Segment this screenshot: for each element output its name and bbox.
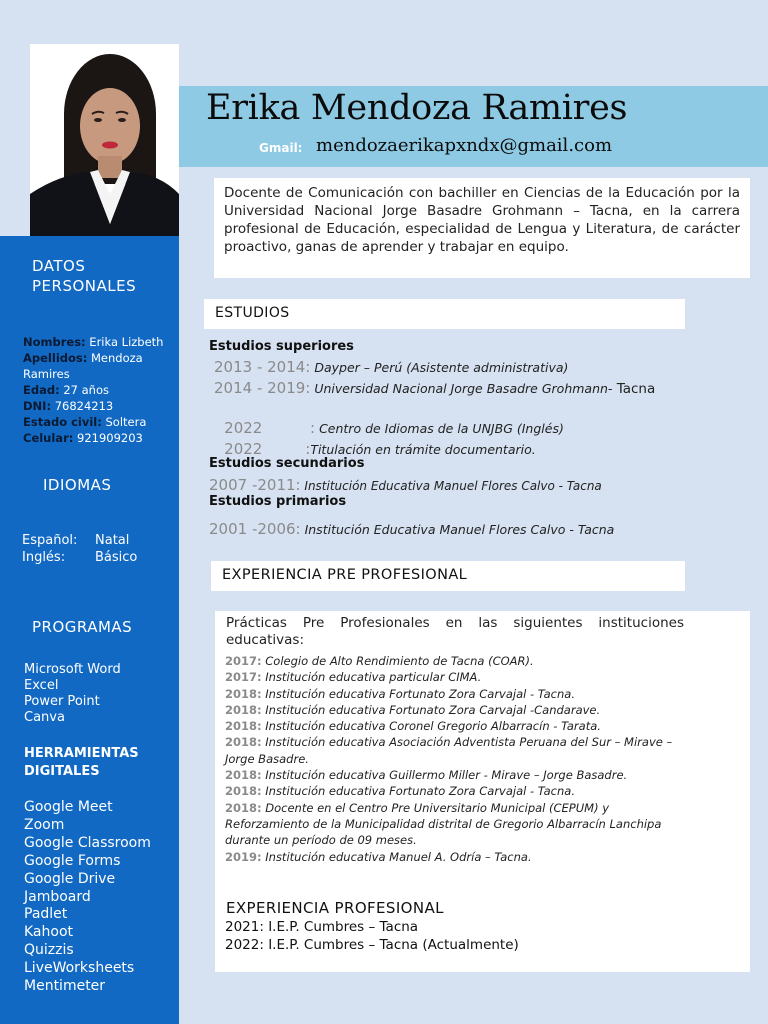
tool-item: LiveWorksheets — [24, 960, 135, 977]
pre-experience-heading-box — [211, 561, 685, 591]
personal-label: DNI: — [23, 399, 52, 413]
study-year: 2022 : — [224, 419, 316, 437]
personal-value: Erika Lizbeth — [85, 335, 164, 349]
digital-tools-list — [24, 799, 151, 996]
personal-label: Celular: — [23, 431, 74, 445]
study-description: Universidad Nacional Jorge Basadre Grohmann- — [310, 381, 613, 396]
pre-experience-year: 2018: — [225, 686, 262, 701]
tool-item: Zoom — [24, 816, 65, 833]
pre-experience-item — [225, 653, 685, 669]
pre-experience-desc: Docente en el Centro Pre Universitario Municipal (CEPUM) y Reforzamiento de la Municipalidad distrital de Gregorio Albarracín Lanchipa durante un período de 09 meses. — [225, 800, 662, 848]
personal-label: Edad: — [23, 383, 60, 397]
programs-heading: PROGRAMAS — [32, 618, 133, 636]
language-level: Básico — [95, 550, 138, 565]
pre-experience-year: 2017: — [225, 670, 262, 685]
profile-summary: Docente de Comunicación con bachiller en Ciencias de la Educación por la Universidad Nacional Jorge Basadre Grohmann – Tacna, en la carrera profesional de Educación, especialidad de Lengua y Literatura, de carácter proactivo, ganas de aprender y trabajar en equipo. — [224, 185, 740, 255]
pre-experience-box — [215, 611, 750, 972]
tool-item: Mentimeter — [24, 978, 106, 995]
personal-data-list — [23, 334, 173, 446]
pre-experience-list — [225, 653, 685, 865]
personal-label: Nombres: — [23, 335, 86, 349]
pre-experience-item — [225, 718, 685, 734]
studies-heading: ESTUDIOS — [215, 305, 290, 321]
pre-experience-item — [225, 669, 685, 685]
pre-experience-desc: Institución educativa Fortunato Zora Carvajal - Tacna. — [261, 686, 575, 701]
program-item: Canva — [24, 710, 65, 725]
profile-photo — [30, 44, 179, 236]
experience-item: 2022: I.E.P. Cumbres – Tacna (Actualmente) — [225, 937, 519, 953]
higher-study-row — [214, 378, 655, 397]
pre-experience-year: 2018: — [225, 768, 262, 783]
languages-list — [22, 532, 137, 566]
study-description: Dayper – Perú (Asistente administrativa) — [310, 360, 569, 375]
tool-item: Kahoot — [24, 924, 74, 941]
primary-study-row — [209, 519, 614, 538]
study-description: Titulación en trámite documentario. — [310, 442, 536, 457]
pre-experience-desc: Institución educativa particular CIMA. — [261, 670, 482, 685]
personal-data-heading-line1: DATOS — [32, 257, 86, 275]
higher-studies-heading: Estudios superiores — [209, 339, 354, 354]
study-year: 2007 -2011: — [209, 476, 301, 494]
study-year: 2001 -2006: — [209, 520, 301, 538]
personal-value: Mendoza Ramires — [23, 351, 143, 381]
gmail-address: mendozaerikapxndx@gmail.com — [316, 135, 613, 156]
personal-civil-status-row — [23, 414, 173, 430]
pre-experience-year: 2017: — [225, 654, 262, 668]
primary-studies-heading: Estudios primarios — [209, 494, 347, 509]
pre-experience-desc: Institución educativa Fortunato Zora Carvajal -Candarave. — [261, 702, 601, 717]
pre-experience-item — [225, 702, 685, 718]
tool-item: Jamboard — [24, 888, 91, 905]
study-description-extra: Tacna — [612, 381, 656, 397]
personal-age-row — [23, 382, 173, 398]
experience-heading: EXPERIENCIA PROFESIONAL — [226, 899, 444, 917]
digital-tools-heading-line1: HERRAMIENTAS — [24, 746, 139, 761]
digital-tools-heading — [24, 745, 139, 781]
study-description: Institución Educativa Manuel Flores Calvo - Tacna — [300, 522, 615, 537]
tool-item: Quizzis — [24, 942, 74, 959]
profile-photo-image — [30, 44, 179, 236]
study-description: Institución Educativa Manuel Flores Calvo - Tacna — [300, 479, 602, 493]
personal-value: 76824213 — [51, 399, 114, 413]
languages-heading: IDIOMAS — [43, 476, 112, 494]
pre-experience-desc: Colegio de Alto Rendimiento de Tacna (COAR). — [261, 654, 534, 668]
pre-experience-item — [225, 734, 685, 767]
pre-experience-desc: Institución educativa Asociación Adventista Peruana del Sur – Mirave – Jorge Basadre. — [225, 735, 673, 766]
programs-list — [24, 662, 121, 726]
profile-summary-box — [214, 178, 750, 278]
pre-experience-item — [225, 686, 685, 702]
personal-name-row — [23, 334, 173, 350]
program-item: Power Point — [24, 694, 100, 709]
study-year: 2022 : — [224, 440, 311, 458]
full-name: Erika Mendoza Ramires — [206, 88, 628, 128]
tool-item: Padlet — [24, 906, 68, 923]
tool-item: Google Drive — [24, 870, 116, 887]
higher-study-row — [214, 357, 568, 376]
pre-experience-desc: Institución educativa Guillermo Miller - Mirave – Jorge Basadre. — [261, 768, 628, 783]
personal-label: Estado civil: — [23, 415, 102, 429]
pre-experience-desc: Institución educativa Manuel A. Odría – Tacna. — [261, 849, 532, 864]
pre-experience-year: 2018: — [225, 784, 262, 799]
program-item: Microsoft Word — [24, 662, 121, 677]
pre-experience-item — [225, 849, 685, 865]
pre-experience-year: 2018: — [225, 702, 262, 717]
personal-value: 27 años — [59, 383, 109, 397]
personal-data-heading — [32, 256, 136, 296]
tool-item: Google Forms — [24, 852, 121, 869]
higher-study-row — [214, 420, 536, 458]
pre-experience-desc: Institución educativa Fortunato Zora Carvajal - Tacna. — [261, 784, 575, 799]
studies-heading-box — [204, 299, 685, 329]
secondary-studies-heading: Estudios secundarios — [209, 456, 365, 471]
pre-experience-item — [225, 800, 685, 849]
digital-tools-heading-line2: DIGITALES — [24, 764, 100, 779]
pre-experience-year: 2018: — [225, 719, 262, 734]
personal-data-heading-line2: PERSONALES — [32, 277, 137, 295]
pre-experience-item — [225, 767, 685, 783]
study-description: Centro de Idiomas de la UNJBG (Inglés) — [315, 421, 564, 436]
personal-value: Soltera — [101, 415, 147, 429]
pre-experience-intro: Prácticas Pre Profesionales en las siguientes instituciones educativas: — [226, 615, 684, 648]
tool-item: Google Classroom — [24, 834, 151, 851]
personal-label: Apellidos: — [23, 351, 88, 365]
study-year: 2014 - 2019: — [214, 379, 311, 397]
gmail-label: Gmail: — [259, 141, 303, 155]
pre-experience-year: 2018: — [225, 735, 262, 750]
personal-dni-row — [23, 398, 173, 414]
language-row-english — [22, 549, 137, 566]
tool-item: Google Meet — [24, 799, 113, 815]
secondary-study-row — [209, 475, 602, 494]
personal-value: 921909203 — [73, 431, 143, 445]
pre-experience-year: 2019: — [225, 849, 262, 864]
pre-experience-item — [225, 783, 685, 799]
study-year: 2013 - 2014: — [214, 358, 311, 376]
experience-item: 2021: I.E.P. Cumbres – Tacna — [225, 919, 419, 935]
language-level: Natal — [95, 533, 130, 548]
pre-experience-heading: EXPERIENCIA PRE PROFESIONAL — [222, 567, 468, 583]
personal-phone-row — [23, 430, 173, 446]
pre-experience-year: 2018: — [225, 800, 262, 815]
language-name: Español: — [22, 533, 78, 548]
program-item: Excel — [24, 678, 59, 693]
personal-surname-row — [23, 350, 173, 382]
language-name: Inglés: — [22, 550, 66, 565]
pre-experience-desc: Institución educativa Coronel Gregorio Albarracín - Tarata. — [261, 719, 601, 734]
language-row-spanish — [22, 532, 137, 549]
